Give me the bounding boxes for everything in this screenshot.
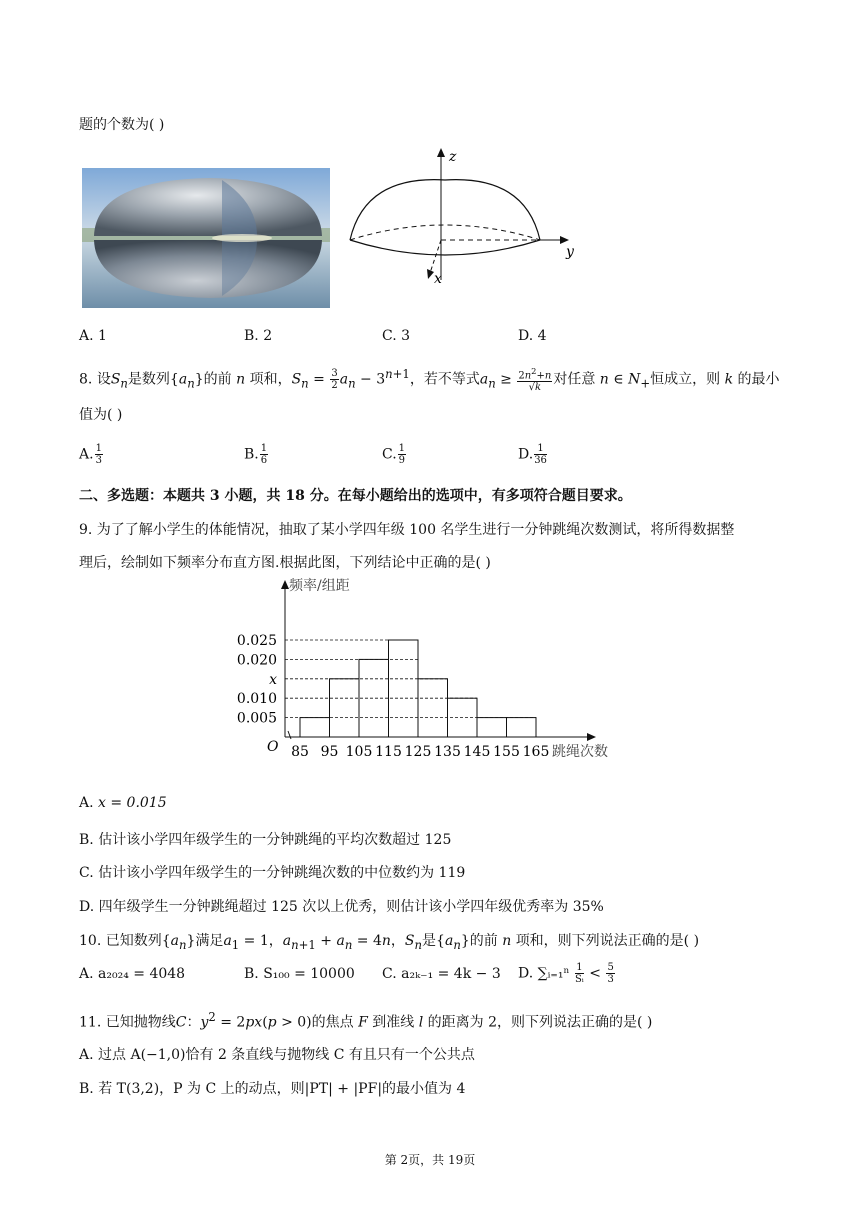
x-tick-label-4: 125 xyxy=(404,744,432,760)
x-tick-label-3: 115 xyxy=(375,744,402,760)
z-label: z xyxy=(449,149,457,165)
q7-option-a: A. 1 xyxy=(79,328,107,344)
q9-option-c: C. 估计该小学四年级学生的一分钟跳绳次数的中位数约为 119 xyxy=(79,865,466,881)
dome-outline xyxy=(350,180,540,240)
histogram-bar-6 xyxy=(477,718,507,737)
histogram-bar-4 xyxy=(418,679,448,737)
base-back xyxy=(350,225,540,240)
q11-stem: 11. 已知抛物线C：$y^2 = 2px(p > 0)$的焦点 F 到准线 l 的距离为 2，则下列说法正确的是( ) xyxy=(79,1010,653,1031)
q8-stem: 8. 设$S_n$是数列$\{a_n\}$的前 n 项和，$S_n$ = $\frac{3}{2}$ $a_n - 3^{n+1}$，若不等式$a_n$ ≥ $\frac{2n^2+n}{√k}$ 对任意 n ∈ $N_+$恒成立，则 k 的最小 xyxy=(79,366,780,394)
page-footer: 第 2页，共 19页 xyxy=(384,1153,476,1167)
q7-option-d: D. 4 xyxy=(518,328,547,344)
y-arrow-icon xyxy=(560,236,569,244)
x-tick-label-0: 85 xyxy=(291,744,309,760)
y-axis-arrow-icon xyxy=(281,580,289,589)
histogram-bar-0 xyxy=(300,718,330,737)
x-label: x xyxy=(434,271,442,285)
q9-option-b: B. 估计该小学四年级学生的一分钟跳绳的平均次数超过 125 xyxy=(79,832,452,848)
x-tick-label-7: 155 xyxy=(493,744,520,760)
q7-option-b: B. 2 xyxy=(244,328,273,344)
y-tick-label-4: 0.025 xyxy=(236,633,277,649)
x-tick-label-1: 95 xyxy=(320,744,339,760)
y-tick-label-3: 0.020 xyxy=(236,652,277,669)
q8-option-d: D. $\frac{1}{36}$ xyxy=(518,443,547,466)
frequency-histogram xyxy=(230,575,630,765)
z-arrow-icon xyxy=(437,148,445,157)
q10-option-d: D. ∑ᵢ₌₁ⁿ $\frac{1}{\text{Sᵢ}}$ < $\frac{5}{3}$ xyxy=(518,962,614,985)
y-tick-label-1: 0.010 xyxy=(236,691,277,708)
x-axis xyxy=(430,240,441,273)
x-axis-arrow-icon xyxy=(587,733,596,741)
histogram-bar-2 xyxy=(359,659,389,737)
y-tick-label-2: x xyxy=(269,671,277,688)
x-tick-label-2: 105 xyxy=(345,744,373,760)
q8-stem-line2: 值为( ) xyxy=(79,407,123,423)
x-axis-title: 跳绳次数 xyxy=(552,744,608,760)
q9-stem-line1: 9. 为了了解小学生的体能情况，抽取了某小学四年级 100 名学生进行一分钟跳绳次数测试，将所得数据整 xyxy=(79,522,735,538)
q10-option-c: C. a₂ₖ₋₁ = 4k − 3 xyxy=(382,966,501,982)
base-front xyxy=(350,240,540,255)
q10-option-b: B. S₁₀₀ = 10000 xyxy=(244,966,355,982)
histogram-bar-3 xyxy=(389,640,419,737)
histogram-bar-1 xyxy=(330,679,360,737)
q7-stem-tail: 题的个数为( ) xyxy=(79,117,165,133)
q8-option-c: C. $\frac{1}{9}$ xyxy=(382,443,406,466)
q11-option-b: B. 若 T(3,2)，P 为 C 上的动点，则|PT| + |PF|的最小值为 4 xyxy=(79,1081,466,1097)
q9-stem-line2: 理后，绘制如下频率分布直方图.根据此图，下列结论中正确的是( ) xyxy=(79,555,491,571)
axis-break-mark xyxy=(288,731,291,739)
y-label: y xyxy=(566,244,574,260)
x-tick-label-5: 135 xyxy=(434,744,461,760)
q8-option-b: B. $\frac{1}{6}$ xyxy=(244,443,268,466)
q7-option-c: C. 3 xyxy=(382,328,411,344)
q10-option-a: A. a₂₀₂₄ = 4048 xyxy=(79,966,186,982)
x-arrow-icon xyxy=(427,269,434,279)
y-tick-label-0: 0.005 xyxy=(236,710,277,727)
hemi-ellipsoid-diagram xyxy=(345,145,585,285)
x-tick-label-8: 165 xyxy=(522,744,550,760)
q9-option-d: D. 四年级学生一分钟跳绳超过 125 次以上优秀，则估计该小学四年级优秀率为 35% xyxy=(79,899,604,915)
q8-option-a: A. $\frac{1}{3}$ xyxy=(79,443,102,466)
q9-option-a: A. x = 0.015 xyxy=(79,795,167,811)
egg-building-photo xyxy=(82,168,330,308)
y-axis-title: 频率/组距 xyxy=(289,578,350,594)
origin-label: O xyxy=(267,739,279,755)
histogram-bar-7 xyxy=(507,718,537,737)
q11-option-a: A. 过点 A(−1,0)恰有 2 条直线与抛物线 C 有且只有一个公共点 xyxy=(79,1047,475,1063)
q10-stem: 10. 已知数列$\{a_n\}$满足$a_1 = 1$，$a_{n+1} + a_n = 4n$，$S_n$是$\{a_n\}$的前 n 项和，则下列说法正确的是( ) xyxy=(79,933,700,952)
x-tick-label-6: 145 xyxy=(463,744,491,760)
section-heading: 二、多选题：本题共 3 小题，共 18 分。在每小题给出的选项中，有多项符合题目要求。 xyxy=(79,488,632,504)
